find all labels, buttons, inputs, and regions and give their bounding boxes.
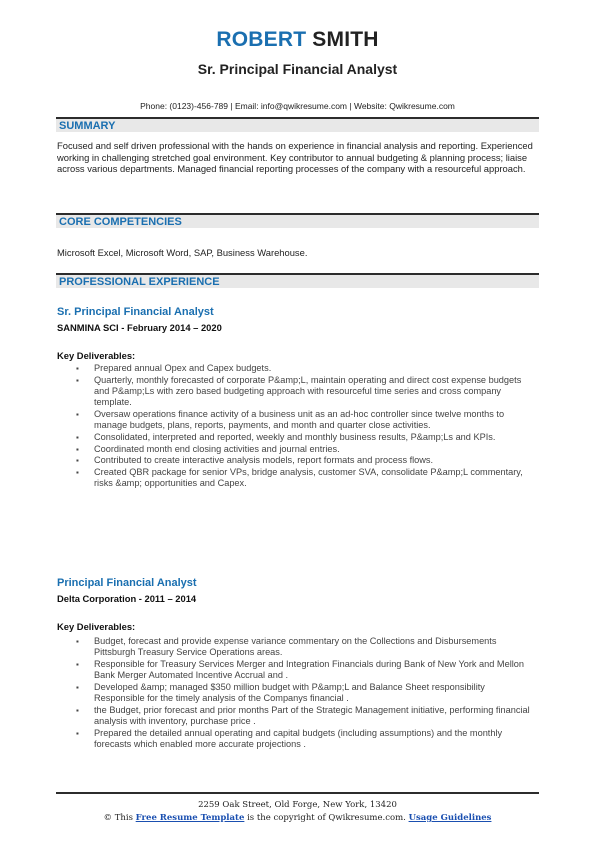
- last-name: SMITH: [312, 28, 379, 51]
- list-item: ▪ Quarterly, monthly forecasted of corporate P&amp;L, maintain operating and direct cost expense budgets and P&amp;Ls with zero based budgeting approach with resourceful time series and cross company template.: [57, 375, 535, 409]
- section-header-core-competencies: [56, 213, 539, 228]
- deliverables-list: [57, 636, 535, 751]
- section-title: CORE COMPETENCIES: [59, 216, 182, 228]
- footer-divider: [56, 792, 539, 794]
- footer-address: 2259 Oak Street, Old Forge, New York, 13420: [198, 800, 397, 810]
- section-header-experience: [56, 273, 539, 288]
- list-item: ▪ the Budget, prior forecast and prior months Part of the Strategic Management initiative, performing financial analysis with inventory, purchase price .: [57, 705, 535, 728]
- core-competencies-text: Microsoft Excel, Microsoft Word, SAP, Business Warehouse.: [57, 247, 308, 258]
- free-resume-template-link[interactable]: Free Resume Template: [135, 813, 245, 823]
- list-item: ▪ Developed &amp; managed $350 million budget with P&amp;L and Balance Sheet responsibility Responsible for the timely analysis of the Companys financial .: [57, 682, 535, 705]
- section-title: SUMMARY: [59, 120, 116, 132]
- list-item: ▪ Responsible for Treasury Services Merger and Integration Financials during Bank of New York and Mellon Bank Merger Automated Incentive Accrual and .: [57, 659, 535, 682]
- job-title: Principal Financial Analyst: [57, 577, 197, 589]
- list-item: ▪ Prepared the detailed annual operating and capital budgets (including assumptions) and the monthly forecasts which enabled more accurate projections .: [57, 728, 535, 751]
- list-item: ▪ Oversaw operations finance activity of a business unit as an ad-hoc controller since twelve months to manage budgets, plans, reports, payments, and month and quarter close activities.: [57, 409, 535, 432]
- section-header-summary: [56, 117, 539, 132]
- list-item: ▪ Contributed to create interactive analysis models, report formats and process flows.: [57, 455, 535, 466]
- section-title: PROFESSIONAL EXPERIENCE: [59, 276, 220, 288]
- footer-copyright: [0, 813, 595, 824]
- list-item: ▪ Coordinated month end closing activities and journal entries.: [57, 444, 535, 455]
- summary-text: Focused and self driven professional with the hands on experience in financial analysis and reporting. Experienced working in challenging stretched goal environment. Key contributor to annual budgeting & planning process; liaise across various departments. Managed financial reporting processes of the company with a resourceful approach.: [57, 140, 533, 175]
- headline-title: Sr. Principal Financial Analyst: [197, 61, 398, 77]
- list-item: ▪ Created QBR package for senior VPs, bridge analysis, customer SVA, consolidate P&amp;L commentary, risks &amp; opportunities and Capex.: [57, 467, 535, 490]
- deliverables-list: [57, 363, 535, 490]
- deliverables-label: Key Deliverables:: [57, 350, 136, 361]
- job-company: Delta Corporation - 2011 – 2014: [57, 593, 197, 604]
- candidate-name: [0, 27, 595, 53]
- deliverables-label: Key Deliverables:: [57, 621, 136, 632]
- first-name: ROBERT: [216, 28, 307, 51]
- job-company: SANMINA SCI - February 2014 – 2020: [57, 322, 222, 333]
- list-item: ▪ Consolidated, interpreted and reported, weekly and monthly business results, P&amp;Ls and KPIs.: [57, 432, 535, 443]
- job-title: Sr. Principal Financial Analyst: [57, 306, 214, 318]
- usage-guidelines-link[interactable]: Usage Guidelines: [408, 813, 492, 823]
- list-item: ▪ Prepared annual Opex and Capex budgets.: [57, 363, 535, 374]
- contact-line: Phone: (0123)-456-789 | Email: info@qwikresume.com | Website: Qwikresume.com: [140, 101, 455, 111]
- list-item: ▪ Budget, forecast and provide expense variance commentary on the Collections and Disbursements Pittsburgh Treasury Service Operations areas.: [57, 636, 535, 659]
- copyright-prefix: © This: [103, 813, 133, 823]
- copyright-middle: is the copyright of Qwikresume.com.: [247, 813, 406, 823]
